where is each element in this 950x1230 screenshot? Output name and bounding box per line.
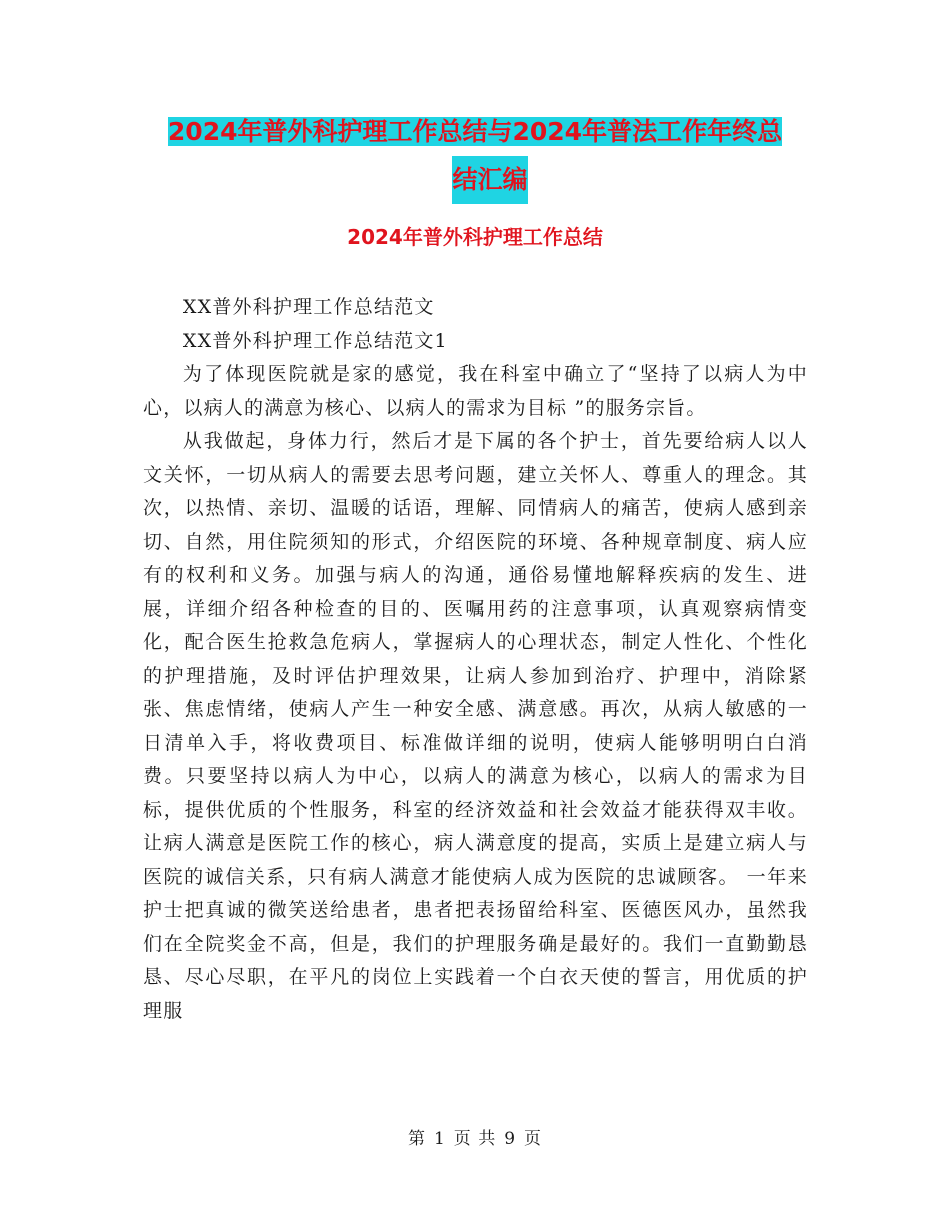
- footer-suffix: 页: [524, 1129, 543, 1149]
- footer-prefix: 第: [407, 1129, 426, 1149]
- section-heading: 2024年普外科护理工作总结: [347, 225, 603, 249]
- paragraph-subtitle: XX普外科护理工作总结范文: [182, 296, 435, 318]
- paragraph: 为了体现医院就是家的感觉，我在科室中确立了“坚持了以病人为中心，以病人的满意为核心、以病人的需求为目标 ”的服务宗旨。: [143, 363, 808, 419]
- document-title-line2: 结汇编: [452, 156, 527, 204]
- paragraph: 从我做起，身体力行，然后才是下属的各个护士，首先要给病人以人文关怀，一切从病人的需要去思考问题，建立关怀人、尊重人的理念。其次，以热情、亲切、温暖的话语，理解、同情病人的痛苦，使病人感到亲切、自然，用住院须知的形式，介绍医院的环境、各种规章制度、病人应有的权利和义务。加强与病人的沟通，通俗易懂地解释疾病的发生、进展，详细介绍各种检查的目的、医嘱用药的注意事项，认真观察病情变化，配合医生抢救急危病人，掌握病人的心理状态，制定人性化、个性化的护理措施，及时评估护理效果，让病人参加到治疗、护理中，消除紧张、焦虑情绪，使病人产生一种安全感、满意感。再次，从病人敏感的一日清单入手，将收费项目、标准做详细的说明，使病人能够明明白白消费。只要坚持以病人为中心，以病人的满意为核心，以病人的需求为目标，提供优质的个性服务，科室的经济效益和社会效益才能获得双丰收。让病人满意是医院工作的核心，病人满意度的提高，实质上是建立病人与医院的诚信关系，只有病人满意才能使病人成为医院的忠诚顾客。 一年来护士把真诚的微笑送给患者，患者把表扬留给科室、医德医风办，虽然我们在全院奖金不高，但是，我们的护理服务确是最好的。我们一直勤勤恳恳、尽心尽职，在平凡的岗位上实践着一个白衣天使的誓言，用优质的护理服: [143, 430, 808, 1022]
- document-title: [0, 108, 950, 204]
- footer-current-page: 1: [433, 1129, 446, 1149]
- footer-total-pages: 9: [504, 1129, 517, 1149]
- document-body: [143, 291, 808, 1028]
- footer-mid: 页 共: [453, 1129, 497, 1149]
- page-number-footer: [0, 1124, 950, 1149]
- paragraph-subtitle-1: XX普外科护理工作总结范文1: [182, 329, 448, 352]
- document-title-line1: 2024年普外科护理工作总结与2024年普法工作年终总: [167, 117, 783, 146]
